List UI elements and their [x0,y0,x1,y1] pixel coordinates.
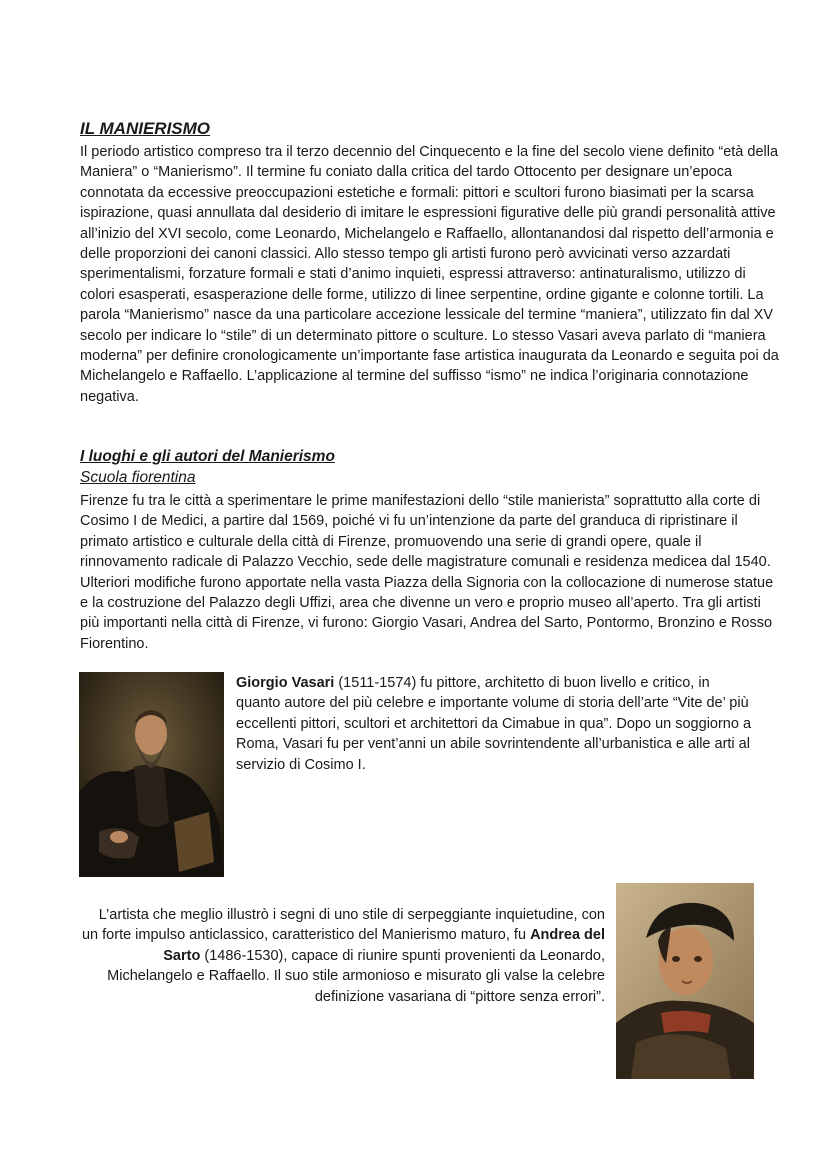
section-subheading: Scuola fiorentina [80,469,196,486]
vasari-portrait-image [79,672,224,877]
page-title: IL MANIERISMO [80,119,211,138]
intro-paragraph: Il periodo artistico compreso tra il terzo decennio del Cinquecento e la fine del secolo viene definito “età della Maniera” o “Manierismo”. Il termine fu coniato dalla critica del tardo Ottocento per designare un’epoca connotata da eccessive preoccupazioni estetiche e formali: pittori e scultori furono biasimati per la scarsa ispirazione, quasi annullata dal desiderio di imitare le espressioni figurative delle più grandi personalità attive all’inizio del XVI secolo, come Leonardo, Michelangelo e Raffaello, allontanandosi dal rispetto dell’armonia e delle proporzioni dei canoni classici. Allo stesso tempo gli artisti furono però avvicinati verso azzardati sperimentalismi, forzature formali e stati d’animo inquieti, espressi attraverso: antinaturalismo, utilizzo di colori esasperati, esasperazione delle forme, utilizzo di linee serpentine, ordine gigante e colonne tortili. La parola “Manierismo” nasce da una particolare accezione lessicale del termine “maniera”, utilizzato fin dal XV secolo per indicare lo “stile” di un determinato pittore o sculture. Lo stesso Vasari aveva parlato di “maniera moderna” per definire cronologicamente un’importante fase artistica inaugurata da Leonardo e seguita poi da Michelangelo e Raffaello. L’applicazione al termine del suffisso “ismo” ne indica l’originaria connotazione negativa. [80,144,779,405]
section-heading: I luoghi e gli autori del Manierismo [80,448,335,465]
sarto-text-after: (1486-1530), capace di riunire spunti provenienti da Leonardo, Michelangelo e Raffaello. Il suo stile armonioso e misurato gli valse la celebre definizione vasariana di “pittore senza errori”. [107,947,605,1005]
firenze-paragraph: Firenze fu tra le città a sperimentare le prime manifestazioni dello “stile manierista” soprattutto alla corte di Cosimo I de Medici, a partire dal 1569, poiché vi fu un’intenzione da parte del granduca di ripristinare il primato artistico e culturale della città di Firenze, promuovendo una serie di grandi opere, quale il rinnovamento radicale di Palazzo Vecchio, sede delle magistrature comunali e residenza medicea dal 1540. Ulteriori modifiche furono apportate nella vasta Piazza della Signoria con la collocazione di numerose statue e la costruzione del Palazzo degli Uffizi, area che divenne un vero e proprio museo all’aperto. Tra gli artisti più importanti nella città di Firenze, vi furono: Giorgio Vasari, Andrea del Sarto, Pontormo, Bronzino e Rosso Fiorentino. [80,493,774,652]
vasari-text: (1511-1574) fu pittore, architetto di buon livello e critico, in quanto autore del più celebre e importante volume di storia dell’arte “Vite de’ più eccellenti pittori, scultori et architettori da Cimabue in qua”. Dopo un soggiorno a Roma, Vasari fu per vent’anni un abile sovrintendente all’urbanistica e alle arti al servizio di Cosimo I. [236,675,752,773]
vasari-paragraph [236,673,756,775]
sarto-name: Andrea del Sarto [163,927,605,964]
sarto-paragraph [80,905,605,1007]
vasari-name: Giorgio Vasari [236,675,335,691]
sarto-text-before: L’artista che meglio illustrò i segni di uno stile di serpeggiante inquietudine, con un forte impulso anticlassico, caratteristico del Manierismo maturo, fu [81,907,605,944]
sarto-portrait-image [616,883,754,1079]
